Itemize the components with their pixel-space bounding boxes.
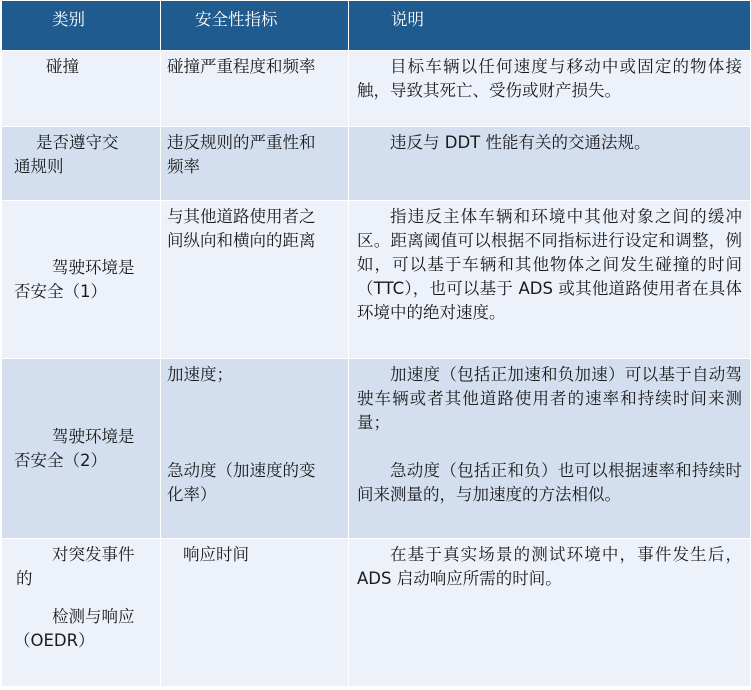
row-category [2, 127, 161, 201]
spacer [357, 435, 742, 459]
category-line: （OEDR） [14, 631, 95, 650]
row-description [349, 127, 751, 201]
spacer [167, 387, 342, 411]
indicator-line: 频率 [167, 157, 200, 176]
indicator-line: 加速度； [167, 365, 233, 384]
header-description: 说明 [349, 1, 751, 51]
description-text: 在基于真实场景的测试环境中，事件发生后，ADS 启动响应所需的时间。 [357, 545, 742, 588]
row-category [2, 359, 161, 539]
indicator-line: 化率） [167, 485, 217, 504]
category-line: 驾驶环境是 [52, 257, 135, 277]
row-category [2, 51, 161, 127]
indicator-line: 违反规则的严重性和 [167, 133, 316, 152]
table-row [2, 201, 751, 359]
category-text: 碰撞 [46, 57, 79, 76]
category-line: 的 [16, 569, 33, 588]
table-header-row [2, 1, 751, 51]
row-category [2, 201, 161, 359]
category-line: 驾驶环境是 [52, 426, 135, 446]
row-description [349, 201, 751, 359]
row-description [349, 539, 751, 687]
row-category [2, 539, 161, 687]
category-line: 否安全（2） [14, 450, 107, 470]
category-line: 检测与响应 [52, 607, 135, 626]
row-indicator [161, 539, 349, 687]
description-text: 目标车辆以任何速度与移动中或固定的物体接触，导致其死亡、受伤或财产损失。 [357, 57, 742, 100]
indicator-text: 碰撞严重程度和频率 [167, 57, 316, 76]
description-text: 指违反主体车辆和环境中其他对象之间的缓冲区。距离阈值可以根据不同指标进行设定和调整，例如，可以基于车辆和其他物体之间发生碰撞的时间（TTC），也可以基于 ADS 或其他道路使用者在具体环境中的绝对速度。 [357, 207, 742, 322]
row-indicator [161, 51, 349, 127]
spacer [14, 591, 152, 605]
spacer [167, 411, 342, 435]
indicator-line: 急动度（加速度的变 [167, 461, 316, 480]
row-indicator [161, 359, 349, 539]
row-description [349, 359, 751, 539]
safety-indicator-table [1, 0, 751, 687]
table-row [2, 127, 751, 201]
category-line: 对突发事件 [52, 545, 135, 564]
header-category: 类别 [2, 1, 161, 51]
spacer [167, 435, 342, 459]
description-paragraph: 加速度（包括正加速和负加速）可以基于自动驾驶车辆或者其他道路使用者的速率和持续时间来测量； [357, 365, 742, 432]
row-description [349, 51, 751, 127]
category-line: 否安全（1） [14, 281, 107, 301]
description-paragraph: 急动度（包括正和负）也可以根据速率和持续时间来测量的，与加速度的方法相似。 [357, 461, 742, 504]
indicator-line: 间纵向和横向的距离 [167, 231, 316, 250]
table-row [2, 539, 751, 687]
row-indicator [161, 201, 349, 359]
table-row [2, 359, 751, 539]
header-indicator: 安全性指标 [161, 1, 349, 51]
table-row [2, 51, 751, 127]
indicator-line: 与其他道路使用者之 [167, 207, 316, 226]
row-indicator [161, 127, 349, 201]
description-text: 违反与 DDT 性能有关的交通法规。 [390, 133, 651, 152]
category-line: 是否遵守交 [36, 133, 119, 152]
category-line: 通规则 [14, 157, 64, 176]
indicator-text: 响应时间 [183, 545, 249, 564]
